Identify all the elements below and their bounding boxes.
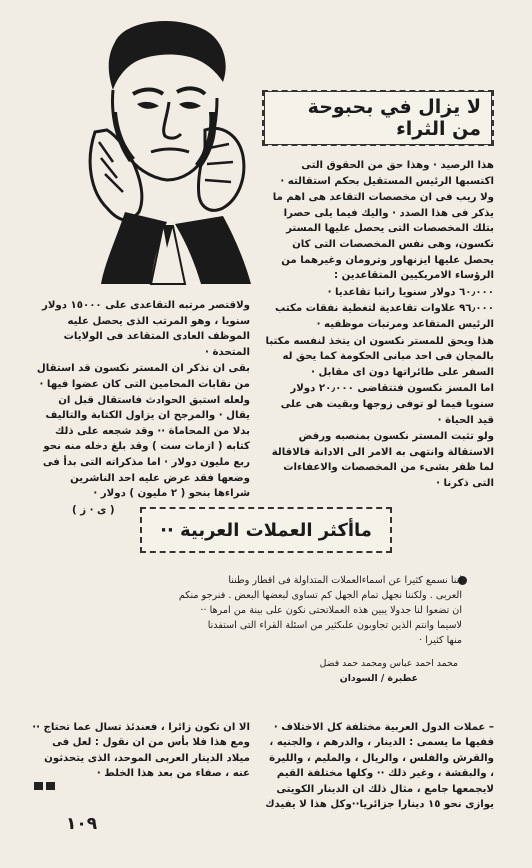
paragraph: ولا ريب فى ان مخصصات التقاعد هى اهم ما يذكر فى هذا الصدد · واليك فيما يلى حصرا بتلك المخصصات التى يحصل عليها المستر نكسون، وهى نفس المخصصات التى كان يحصل عليها ايزنهاور وترومان وغيرهما من الرؤساء الامريكيين المتقاعدين :: [272, 192, 494, 282]
paragraph: هذا ويحق للمستر نكسون ان يتخذ لنفسه مكتبا بالمجان فى احد مبانى الحكومة كما يحق له السفر على طائراتها دون اى مقابل ·: [265, 335, 494, 378]
article-right-column: [262, 158, 494, 492]
letter-line: ان تضعوا لنا جدولا يبين هذه العملاتحتى نكون على بينة من امرها ··: [200, 605, 462, 616]
article-title: لا يزال في بحبوحة من الثراء: [264, 91, 492, 145]
article-left-column: [32, 298, 250, 519]
section-title: ماأكثر العملات العربية ··: [160, 519, 372, 541]
author-initials: ( ى · ز ): [72, 504, 115, 516]
paragraph: ففيها ما يسمى : الدينار ، والدرهم ، والجنيه ، والقرش والفلس ، والريال ، والمليم ، والليرة ، والبقشة ، وغير ذلك ·· وكلها مختلفة القيم لايجمعها جامع ، مثال ذلك ان الدينار الكويتى يوازى نحو ١٥ دينارا جزائريا··وكل هذا لا يفيدك: [265, 737, 494, 811]
article-title-frame: [262, 90, 494, 146]
answer-right-column: [262, 720, 494, 812]
letter-line: لاسيما وانتم الذين تجاوبون علىكثير من اسئلة القراء التى استفدنا: [207, 620, 462, 631]
letter-line: اننا نسمع كثيرا عن اسماءالعملات المتداولة فى اقطار وطننا: [228, 575, 462, 586]
page-number: ١٠٩: [66, 814, 98, 834]
paragraph: هذا الرصيد · وهذا حق من الحقوق التى اكتسبها الرئيس المستقيل بحكم استقالته ·: [280, 160, 494, 187]
paragraph: اما المسز نكسون فتتقاضى ٢٠٫٠٠٠ دولار سنويا فيما لو توفى زوجها وبقيت هى على قيد الحياة ·: [280, 383, 494, 426]
end-of-article-mark: [34, 782, 56, 790]
paragraph: ولاقتصر مرتبه التقاعدى على ١٥٠٠٠ دولار سنويا ، وهو المرتب الذى يحصل عليه الموظف العادى المتقاعد فى الولايات المتحدة ·: [41, 300, 250, 358]
reader-letter: [62, 573, 462, 648]
paragraph: – عملات الدول العربية مختلفة كل الاختلاف ·: [273, 722, 494, 733]
paragraph: الا ان تكون زائرا ، فعندئذ تسال عما تحتاج ··: [32, 722, 250, 733]
signature-place: عطبرة / السودان: [339, 673, 418, 684]
letter-line: العربى . ولكننا نجهل تمام الجهل كم تساوى لبعضها البعض . فنرجو منكم: [178, 590, 462, 601]
paragraph: ومع هذا فلا بأس من ان نقول : لعل فى ميلاد الدينار العربى الموحد، الذى يتحدثون عنه ، صفاء من بعد هذا الخلط ·: [44, 737, 250, 780]
letter-line: منها كثيرا ·: [419, 635, 462, 646]
paragraph: بقى ان نذكر ان المستر نكسون قد استقال من نقابات المحامين التى كان عضوا فيها · ولعله استبق الحوادث فاستقال قبل ان يقال · والمرجح ان يزاول الكتابة والتاليف بدلا من المحاماة ·· وقد شجعه على ذلك كتابه ( ازمات ست ) وقد بلغ دخله منه نحو ربع مليون دولار · اما مذكراته التى بدأ فى وضعها فقد عرض عليه احد الناشرين شراءها بنحو ( ٢ مليون ) دولار ·: [36, 363, 250, 500]
paragraph: ولو تثبت المستر نكسون بمنصبه ورفض الاستقالة وانتهى به الامر الى الادانة فالاقالة لما ظفر بشىء من المخصصات والاعفاءات التى ذكرنا ·: [271, 431, 494, 489]
section-title-frame: [140, 507, 392, 553]
paragraph: ٩٦٫٠٠٠ علاوات تقاعدية لتغطية نفقات مكتب الرئيس المتقاعد ومرتبات موظفيه ·: [275, 303, 494, 330]
signature-names: محمد احمد عباس ومحمد حمد فضل: [319, 658, 458, 669]
letter-signature: [168, 656, 458, 686]
paragraph: ٦٠٫٠٠٠ دولار سنويا راتبا تقاعديا ·: [327, 286, 494, 298]
nixon-portrait-sketch: [55, 12, 255, 290]
answer-left-column: [32, 720, 250, 782]
